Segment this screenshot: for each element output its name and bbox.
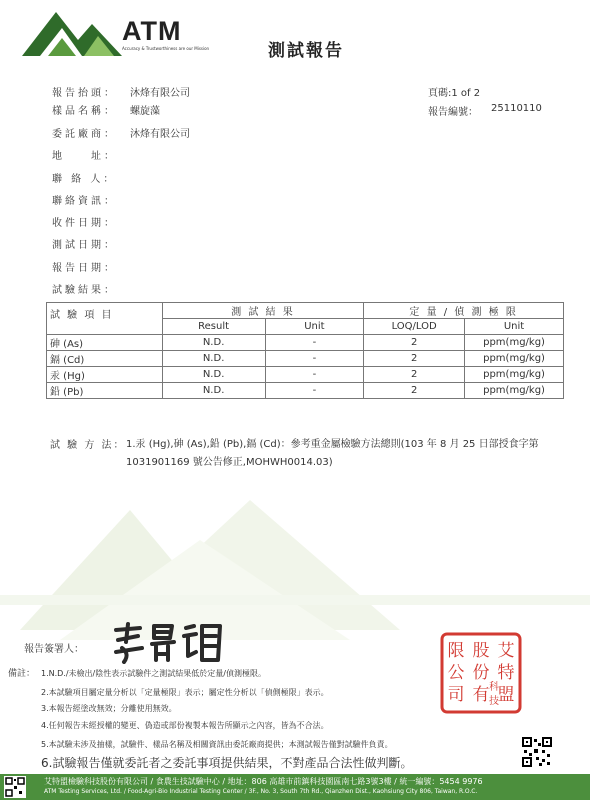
info-label-contact: 聯 絡 人： <box>52 174 117 185</box>
footer-company-line: 艾特盟檢驗科技股份有限公司 / 食農生技試驗中心 / 地址：806 高雄市前鎮科技園區南七路3號3樓 / 統一編號：5454 9976 <box>44 777 483 786</box>
row-loq-unit: ppm(mg/kg) <box>465 383 564 399</box>
svg-text:有: 有 <box>472 685 490 705</box>
row-loq-unit: ppm(mg/kg) <box>465 335 564 351</box>
report-number-label: 報告編號： <box>428 107 478 118</box>
row-result: N.D. <box>162 383 265 399</box>
info-label-client: 委託廠商： <box>52 129 117 140</box>
note-item: 2.本試驗項目屬定量分析以「定量極限」表示；屬定性分析以「偵側極限」表示。 <box>41 688 329 697</box>
row-unit: - <box>265 367 364 383</box>
svg-text:份: 份 <box>472 663 490 683</box>
svg-text:盟: 盟 <box>497 685 515 705</box>
col-header-item: 試 驗 項 目 <box>47 303 163 335</box>
note-item: 1.N.D./未檢出/陰性表示試驗件之測試結果低於定量/偵測極限。 <box>41 669 266 678</box>
svg-text:技: 技 <box>489 696 499 707</box>
row-result: N.D. <box>162 335 265 351</box>
info-value-client: 沐烽有限公司 <box>130 129 190 140</box>
logo-text: ATM <box>122 16 182 46</box>
row-result: N.D. <box>162 351 265 367</box>
row-item: 鎘 (Cd) <box>47 351 163 367</box>
info-value-sample: 螺旋藻 <box>130 106 160 117</box>
svg-text:特: 特 <box>497 663 515 683</box>
table-row <box>47 335 564 351</box>
footer-bar <box>0 774 590 800</box>
svg-text:艾: 艾 <box>497 641 515 661</box>
info-label-report-date: 報告日期： <box>52 263 117 274</box>
page-number: 頁碼:1 of 2 <box>428 88 481 99</box>
footer-english-line: ATM Testing Services, Ltd. / Food-Agri-Bio Industrial Testing Center / 3F., No. 3, South 7th Rd., Qianzhen Dist., Kaohsiung City 806, Taiwan, R.O.C. <box>44 788 478 795</box>
row-item: 汞 (Hg) <box>47 367 163 383</box>
svg-text:科: 科 <box>489 682 499 693</box>
info-label-title: 報告抬頭： <box>52 88 117 99</box>
row-result: N.D. <box>162 367 265 383</box>
col-header-limit-group: 定 量 / 偵 測 極 限 <box>364 303 564 319</box>
info-label-test-date: 測試日期： <box>52 240 117 251</box>
page-title: 測試報告 <box>268 41 344 61</box>
row-unit: - <box>265 351 364 367</box>
table-row <box>47 383 564 399</box>
note-item-emphasis: 6.試驗報告僅就委託者之委託事項提供結果，不對產品合法性做判斷。 <box>41 756 413 770</box>
note-item: 3.本報告經塗改無效；分離使用無效。 <box>41 704 177 713</box>
col-header-loq: LOQ/LOD <box>364 319 465 335</box>
watermark-logo <box>0 500 590 640</box>
col-header-result: Result <box>162 319 265 335</box>
info-label-results: 試驗結果： <box>52 285 117 296</box>
row-loq: 2 <box>364 367 465 383</box>
info-label-received-date: 收件日期： <box>52 218 117 229</box>
row-item: 砷 (As) <box>47 335 163 351</box>
svg-text:公: 公 <box>447 663 465 683</box>
col-header-result-group: 測 試 結 果 <box>162 303 364 319</box>
results-table <box>46 302 564 399</box>
report-number: 25110110 <box>491 103 542 114</box>
row-loq: 2 <box>364 383 465 399</box>
svg-text:股: 股 <box>472 641 490 661</box>
signer-label: 報告簽署人： <box>24 644 84 655</box>
row-loq-unit: ppm(mg/kg) <box>465 367 564 383</box>
info-label-address: 地 址： <box>52 151 117 162</box>
table-row <box>47 367 564 383</box>
company-seal <box>440 632 522 714</box>
note-item: 5.本試驗未涉及抽樣，試驗件、樣品名稱及相關資訊由委託廠商提供；本測試報告僅對試驗件負責。 <box>41 740 393 749</box>
note-item: 4.任何報告未經授權的變更、偽造或部份複製本報告所顯示之內容，皆為不合法。 <box>41 721 329 730</box>
logo-tagline: Accuracy & Trustworthiness are our Mission <box>122 46 210 51</box>
method-text: 1.汞 (Hg),砷 (As),鉛 (Pb),鎘 (Cd)：參考重金屬檢驗方法總則(103 年 8 月 25 日部授食字第 1031901169 號公告修正,MOHWH0014.03) <box>126 439 539 468</box>
row-loq: 2 <box>364 335 465 351</box>
row-loq-unit: ppm(mg/kg) <box>465 351 564 367</box>
svg-text:限: 限 <box>447 641 465 661</box>
table-row <box>47 351 564 367</box>
info-label-contact-info: 聯絡資訊： <box>52 196 117 207</box>
signature-image <box>110 620 230 664</box>
row-loq: 2 <box>364 351 465 367</box>
method-label: 試 驗 方 法： <box>50 440 126 451</box>
row-unit: - <box>265 383 364 399</box>
col-header-unit: Unit <box>265 319 364 335</box>
row-unit: - <box>265 335 364 351</box>
qr-code-icon <box>522 737 552 767</box>
footer-qr-icon <box>4 776 26 798</box>
col-header-loq-unit: Unit <box>465 319 564 335</box>
info-label-sample: 樣品名稱： <box>52 106 117 117</box>
info-value-title: 沐烽有限公司 <box>130 88 190 99</box>
notes-label: 備註： <box>8 669 36 679</box>
row-item: 鉛 (Pb) <box>47 383 163 399</box>
svg-text:司: 司 <box>447 685 465 705</box>
